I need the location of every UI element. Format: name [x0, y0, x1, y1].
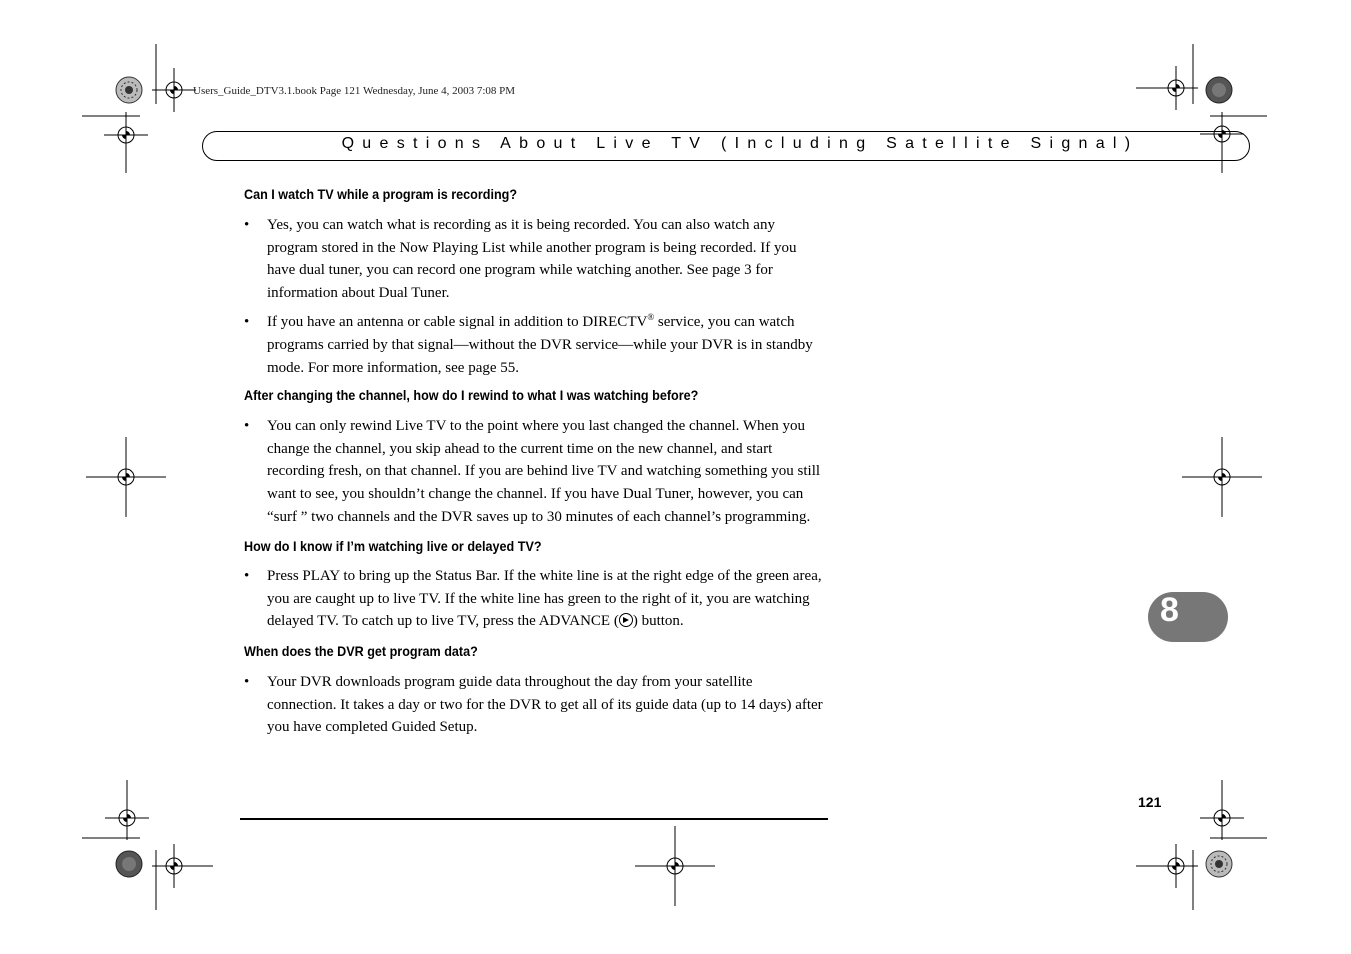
answer-bullet: • Your DVR downloads program guide data throughout the day from your satellite connection. It takes a day or two for the DVR to get all of its guide data (up to 14 days) after you have completed Guided Setup.	[244, 671, 824, 739]
chapter-number: 8	[1160, 591, 1179, 629]
registration-mark	[1182, 437, 1262, 517]
question-heading: When does the DVR get program data?	[244, 642, 478, 659]
registered-mark: ®	[647, 312, 655, 323]
starburst-target-top-left	[116, 77, 142, 103]
answer-list	[244, 671, 824, 739]
gray-target-top-right	[1206, 77, 1232, 103]
gray-target-bottom-left	[116, 851, 142, 877]
running-header-title: Questions About Live TV (Including Satellite Signal)	[341, 135, 1139, 152]
answer-bullet: • Yes, you can watch what is recording as it is being recorded. You can also watch any program stored in the Now Playing List while another program is being recorded. If you have dual tuner, you can record one program while watching another. See page 3 for information about Dual Tuner.	[244, 214, 824, 304]
answer-list	[244, 565, 824, 633]
answer-list	[244, 415, 824, 528]
answer-bullet	[244, 565, 824, 633]
advance-icon	[619, 613, 633, 627]
footer-rule	[240, 818, 828, 820]
registration-mark	[635, 826, 715, 906]
bullet-text: If you have an antenna or cable signal in addition to DIRECTV	[267, 314, 648, 331]
question-heading: Can I watch TV while a program is recording?	[244, 186, 518, 202]
answer-list	[244, 214, 824, 379]
answer-bullet	[244, 311, 824, 379]
registration-mark	[152, 68, 196, 112]
bullet-text: ) button.	[632, 613, 684, 630]
page-body	[244, 184, 824, 739]
bullet-text: service, you can watch programs carried by that signal—without the DVR service—while your DVR is in standby mode. For more information, see page 55.	[267, 314, 813, 376]
bullet-text: Press PLAY to bring up the Status Bar. If the white line is at the right edge of the green area, you are caught up to live TV. If the white line has green to the right of it, you are watching delayed TV. To catch up to live TV, press the ADVANCE (	[267, 568, 822, 630]
answer-bullet: • You can only rewind Live TV to the point where you last changed the channel. When you change the channel, you skip ahead to the current time on the new channel, and start recording fresh, on that channel. If you are behind live TV and watching something you still want to see, you shouldn’t change the channel. If you have Dual Tuner, however, you can “surf ” two channels and the DVR saves up to 30 minutes of each channel’s programming.	[244, 415, 824, 528]
page-number: 121	[1138, 794, 1162, 810]
starburst-target-bottom-right	[1206, 851, 1232, 877]
registration-mark	[86, 437, 166, 517]
question-heading: After changing the channel, how do I rewind to what I was watching before?	[244, 387, 699, 404]
question-heading: How do I know if I’m watching live or delayed TV?	[244, 538, 542, 555]
printer-slug: Users_Guide_DTV3.1.book Page 121 Wednesday, June 4, 2003 7:08 PM	[193, 85, 516, 97]
